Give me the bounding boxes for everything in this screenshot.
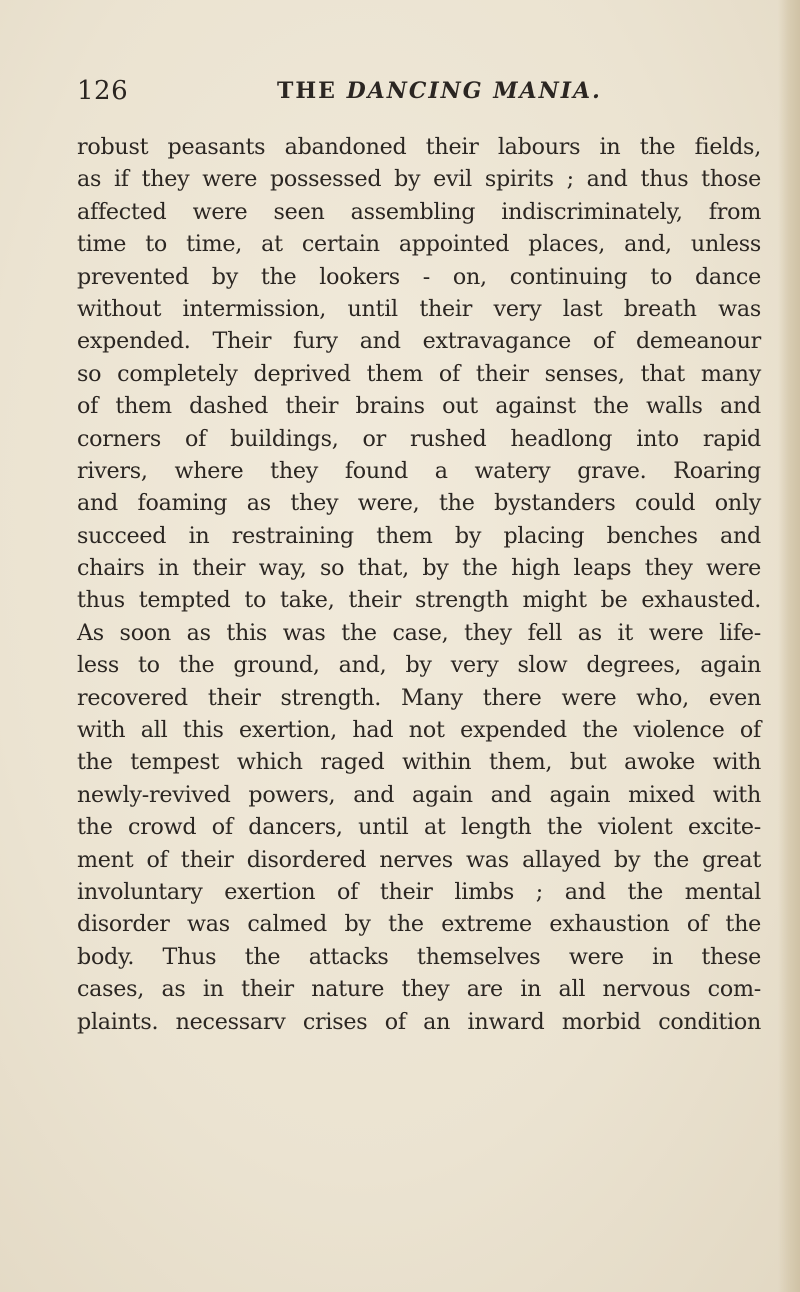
text-line: and foaming as they were, the bystanders could only: [77, 490, 761, 517]
text-line: the crowd of dancers, until at length the violent excite-: [77, 814, 761, 841]
text-line: corners of buildings, or rushed headlong into rapid: [77, 425, 761, 452]
text-line: chairs in their way, so that, by the high leaps they were: [77, 555, 761, 582]
text-line: succeed in restraining them by placing benches and: [77, 522, 761, 549]
text-line: as if they were possessed by evil spirits ; and thus those: [77, 166, 761, 193]
text-line: cases, as in their nature they are in all nervous com-: [77, 976, 761, 1003]
text-line: time to time, at certain appointed places, and, unless: [77, 231, 761, 258]
text-line: As soon as this was the case, they fell as it were life-: [77, 619, 761, 646]
running-head: [277, 78, 602, 104]
body-text: [77, 131, 761, 1038]
page-number: 126: [77, 76, 129, 106]
text-line: of them dashed their brains out against the walls and: [77, 393, 761, 420]
running-head-italic: DANCING MANIA.: [346, 78, 602, 104]
text-line: with all this exertion, had not expended the violence of: [77, 717, 761, 744]
text-line: body. Thus the attacks themselves were in these: [77, 943, 761, 970]
text-line: disorder was calmed by the extreme exhaustion of the: [77, 911, 761, 938]
text-line: so completely deprived them of their senses, that many: [77, 360, 761, 387]
text-line: less to the ground, and, by very slow degrees, again: [77, 652, 761, 679]
text-line: plaints. necessarv crises of an inward morbid condition: [77, 1008, 761, 1035]
text-line: thus tempted to take, their strength might be exhausted.: [77, 587, 761, 614]
text-line: without intermission, until their very last breath was: [77, 295, 761, 322]
text-line: recovered their strength. Many there were who, even: [77, 684, 761, 711]
page-binding-edge: [778, 0, 800, 1292]
running-head-plain: THE: [277, 78, 347, 104]
text-line: prevented by the lookers - on, continuing to dance: [77, 263, 761, 290]
text-line: ment of their disordered nerves was allayed by the great: [77, 846, 761, 873]
text-line: expended. Their fury and extravagance of demeanour: [77, 328, 761, 355]
text-line: involuntary exertion of their limbs ; and the mental: [77, 878, 761, 905]
text-line: the tempest which raged within them, but awoke with: [77, 749, 761, 776]
text-line: affected were seen assembling indiscriminately, from: [77, 198, 761, 225]
page-header: [77, 76, 757, 116]
text-line: newly-revived powers, and again and again mixed with: [77, 781, 761, 808]
text-line: rivers, where they found a watery grave. Roaring: [77, 457, 761, 484]
text-line: robust peasants abandoned their labours in the fields,: [77, 134, 761, 160]
